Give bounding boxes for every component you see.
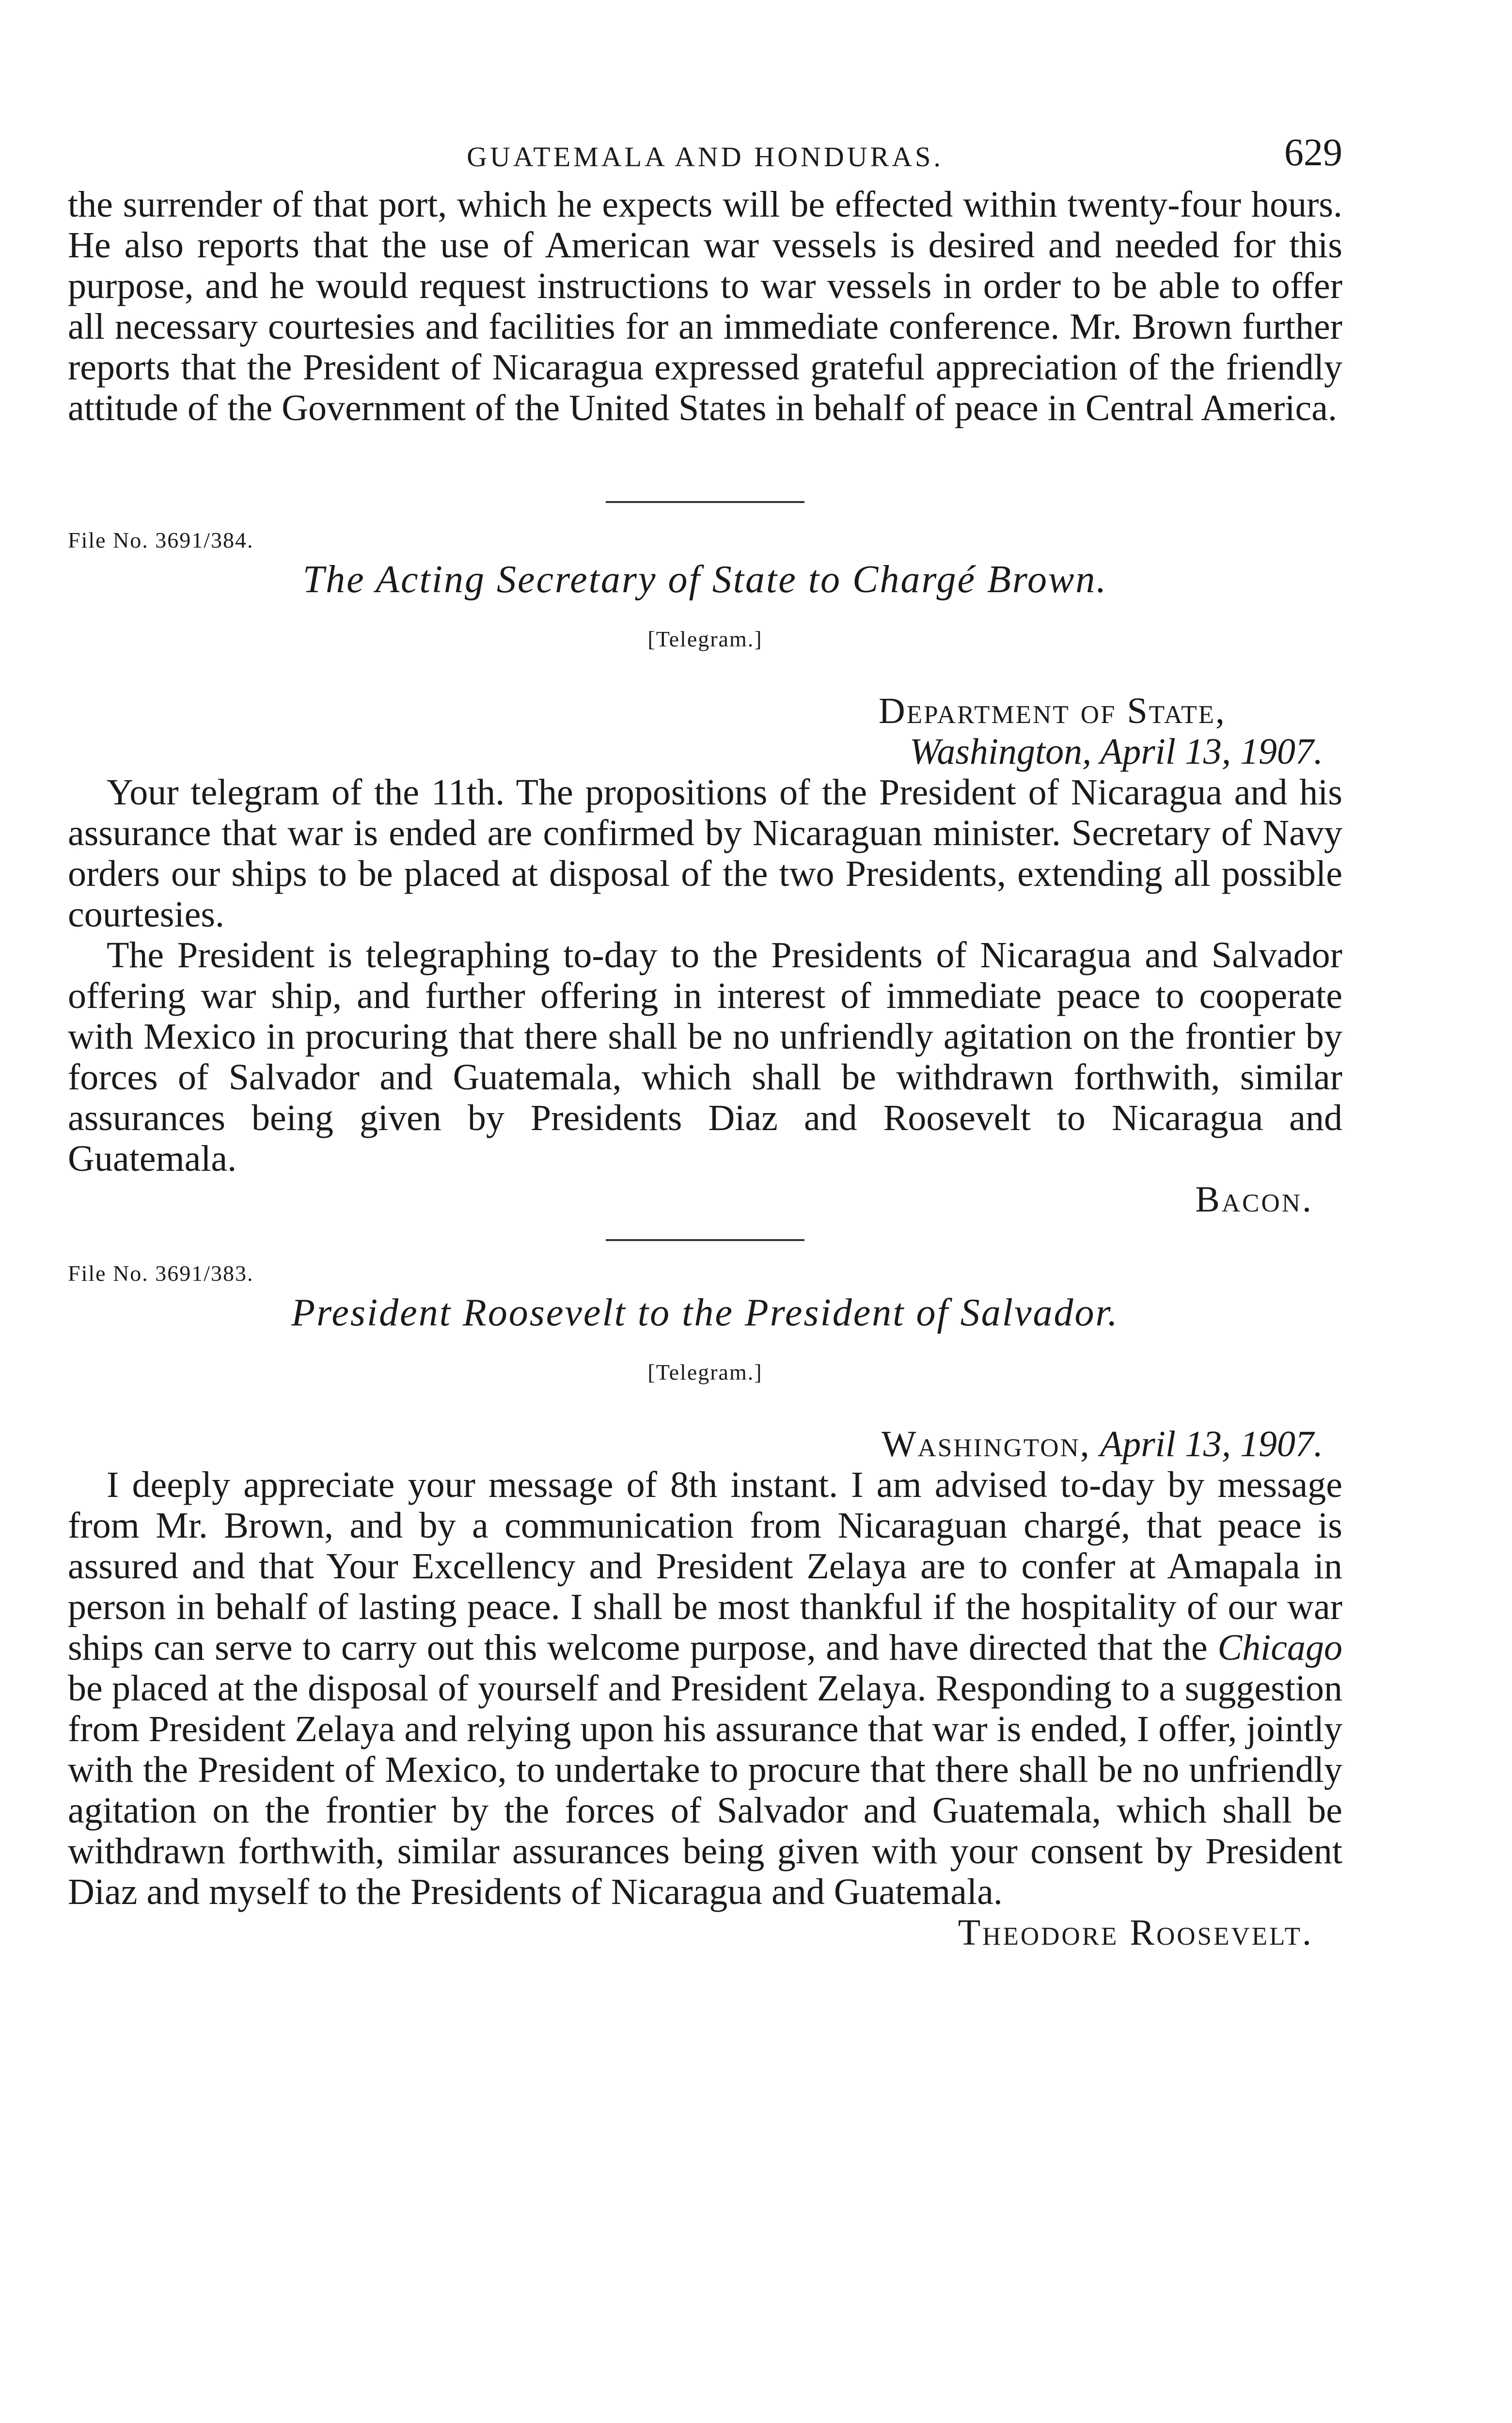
running-head — [68, 131, 1342, 184]
body-paragraph — [68, 1464, 1342, 1912]
document-title: President Roosevelt to the President of Salvador. — [291, 1291, 1119, 1334]
dateline-place: Washington, — [881, 1424, 1091, 1464]
body-paragraph: The President is telegraphing to-day to the Presidents of Nicaragua and Salvador offering war ship, and further offering in interest of immediate peace to cooperate with Mexico in procuring that there shall be no unfriendly agitation on the frontier by forces of Salvador and Guatemala, which shall be withdrawn forthwith, similar assurances being given by Presidents Diaz and Roosevelt to Nicaragua and Guatemala. — [68, 935, 1342, 1179]
opening-paragraph: the surrender of that port, which he expects will be effected within twenty-four hours. He also reports that the use of American war vessels is desired and needed for this purpose, and he would request instructions to war vessels in order to be able to offer all necessary courtesies and facilities for an immediate conference. Mr. Brown further reports that the President of Nicaragua expressed grateful appreciation of the friendly attitude of the Government of the United States in behalf of peace in Central America. — [68, 184, 1342, 428]
body-text: be placed at the disposal of yourself and President Zelaya. Responding to a suggestion from President Zelaya and relying upon his assurance that war is ended, I offer, jointly with the President of Mexico, to undertake to procure that there shall be no unfriendly agitation on the frontier by the forces of Salvador and Guatemala, which shall be withdrawn forthwith, similar assurances being given with your consent by President Diaz and myself to the Presidents of Nicaragua and Guatemala. — [68, 1668, 1342, 1912]
document-page — [68, 131, 1342, 1953]
file-number: File No. 3691/384. — [68, 528, 254, 552]
ship-name: Chicago — [1217, 1627, 1342, 1668]
telegram-label: [Telegram.] — [647, 627, 763, 651]
page-number: 629 — [1284, 131, 1342, 174]
telegram-label: [Telegram.] — [647, 1360, 763, 1385]
dateline-date: Washington, April 13, 1907. — [910, 731, 1323, 772]
signature: Bacon. — [1195, 1179, 1313, 1220]
dateline-date: April 13, 1907. — [1100, 1424, 1323, 1464]
body-paragraph: Your telegram of the 11th. The propositions of the President of Nicaragua and his assurance that war is ended are confirmed by Nicaraguan minister. Secretary of Navy orders our ships to be placed at disposal of the two Presidents, extending all possible courtesies. — [68, 772, 1342, 935]
file-number: File No. 3691/383. — [68, 1261, 254, 1286]
dateline — [68, 1424, 1342, 1464]
body-text: I deeply appreciate your message of 8th instant. I am advised to-day by message from Mr. Brown, and by a communication from Nicaraguan chargé, that peace is assured and that Your Excellency and President Zelaya are to confer at Amapala in person in behalf of lasting peace. I shall be most thankful if the hospitality of our war ships can serve to carry out this welcome purpose, and have directed that the — [68, 1464, 1342, 1668]
signature: Theodore Roosevelt. — [958, 1912, 1313, 1953]
document-title: The Acting Secretary of State to Chargé Brown. — [302, 558, 1108, 601]
running-title: GUATEMALA AND HONDURAS. — [467, 141, 944, 173]
dateline-department: Department of State, — [878, 691, 1226, 731]
